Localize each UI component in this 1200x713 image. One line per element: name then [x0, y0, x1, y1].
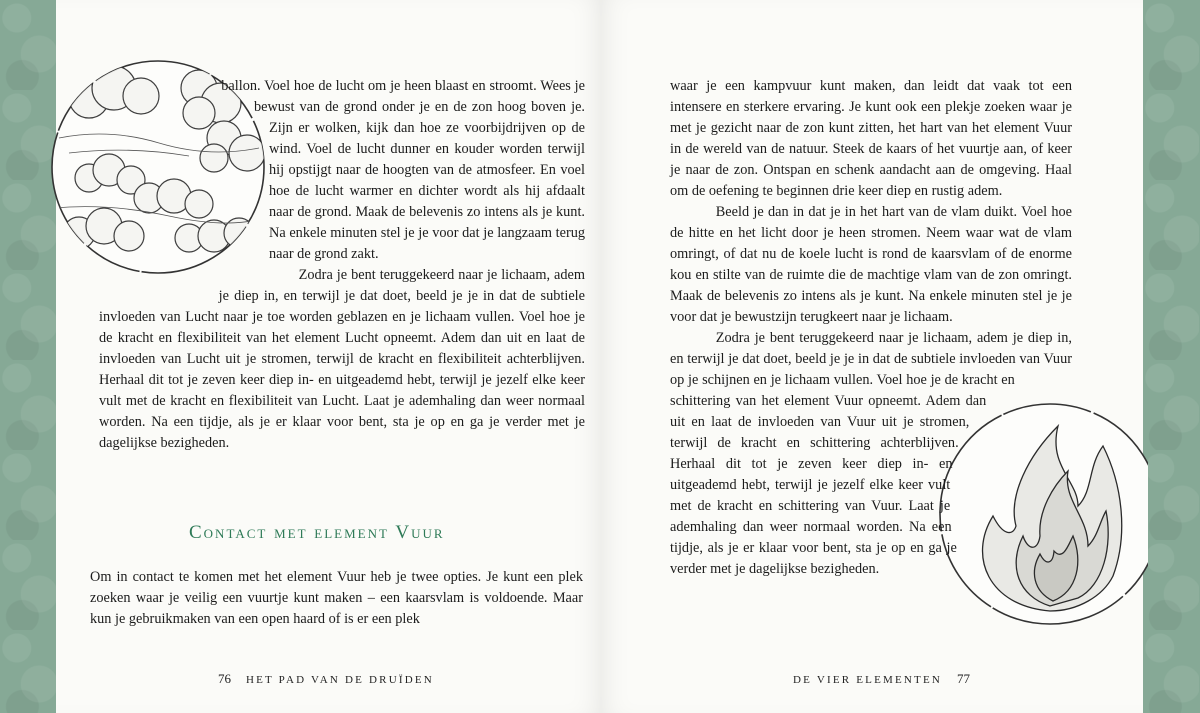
section-heading: Contact met element Vuur — [189, 522, 445, 543]
page-number-left: 76 — [218, 671, 231, 686]
right-third-paragraph: Zodra je bent teruggekeerd naar je lichaam, adem je diep in, en terwijl je dat doet, beeld je je in dat de subtiele invloeden van Vuur op je schijnen en je lichaam vullen. Voel hoe je de kracht en schittering van het element Vuur opneemt. Adem dan uit en laat de invloeden van Vuur uit je stromen, terwijl de kracht en schittering achterblijven. Herhaal dit tot je zeven keer diep in- en uitgeademd hebt, terwijl je jezelf elke keer vult met de kracht en schittering van Vuur. Laat je ademhaling dan weer normaal worden. Na een tijdje, als je er klaar voor bent, sta je op en ga je verder met je dagelijkse bezigheden. — [670, 330, 1072, 577]
running-title-left: HET PAD VAN DE DRUÏDEN — [245, 674, 434, 686]
left-body-text — [99, 76, 585, 454]
left-decorative-border — [0, 0, 56, 713]
left-footer — [208, 671, 434, 687]
left-bottom-paragraph: Om in contact te komen met het element Vuur heb je twee opties. Je kunt een plek zoeken waar je veilig een vuurtje kunt maken – een kaarsvlam is voldoende. Maar kun je gebruikmaken van een open haard of is er een plek — [90, 569, 583, 627]
left-top-paragraph: ballon. Voel hoe de lucht om je heen blaast en stroomt. Wees je bewust van de grond onder je en de zon hoog boven je. Zijn er wolken, kijk dan hoe ze voorbijdrijven op de wind. Voel de lucht dunner en kouder worden terwijl hij opstijgt naar de hoogten van de atmosfeer. En voel hoe de lucht warmer en dichter wordt als hij afdaalt naar de grond. Maak de belevenis zo intens als je kunt. Na enkele minuten stel je je voor dat je langzaam terug naar de grond zakt. — [221, 78, 585, 262]
clouds-text-wrap — [99, 76, 269, 306]
page-number-right: 77 — [956, 671, 970, 686]
right-footer — [793, 671, 980, 687]
left-bottom-text — [90, 567, 583, 630]
right-first-paragraph: waar je een kampvuur kunt maken, dan leidt dat vaak tot een intensere en sterkere ervaring. Je kunt ook een plekje zoeken waar je met je gezicht naar de zon kunt zitten, het hart van het element Vuur in de wereld van de natuur. Steek de kaars of het vuurtje aan, of keer je naar de zon. Ontspan en schenk aandacht aan de omgeving. Haal om de oefening te beginnen drie keer diep en rustig adem. — [670, 78, 1072, 199]
right-page — [601, 0, 1143, 713]
right-decorative-border — [1143, 0, 1200, 713]
left-page — [56, 0, 601, 713]
right-second-paragraph: Beeld je dan in dat je in het hart van de vlam duikt. Voel hoe de hitte en het licht door je heen stromen. Neem waar wat de vlam omringt, of dat nu de koele lucht is rond de kaarsvlam of de enorme kou en stilte van de ruimte die de machtige vlam van de zon omringt. Maak de belevenis zo intens als je kunt. Na enkele minuten stel je je voor dat je bewustzijn terugkeert naar je lichaam. — [670, 204, 1072, 325]
running-title-right: DE VIER ELEMENTEN — [793, 674, 943, 686]
right-body-text — [670, 76, 1072, 638]
left-second-paragraph: Zodra je bent teruggekeerd naar je lichaam, adem je diep in, en terwijl je dat doet, beeld je je in dat de subtiele invloeden van Lucht naar je toe worden geblazen en je lichaam vullen. Voel hoe je de kracht en flexibiliteit van het element Lucht opneemt. Adem dan uit en laat de invloeden van Lucht uit je stromen, terwijl de kracht en flexibiliteit achterblijven. Herhaal dit tot je zeven keer diep in- en uitgeademd hebt, terwijl je jezelf elke keer vult met de kracht en flexibiliteit van Lucht. Laat je ademhaling dan weer normaal worden. Na een tijdje, als je er klaar voor bent, sta je op en ga je verder met je dagelijkse bezigheden. — [99, 267, 585, 451]
